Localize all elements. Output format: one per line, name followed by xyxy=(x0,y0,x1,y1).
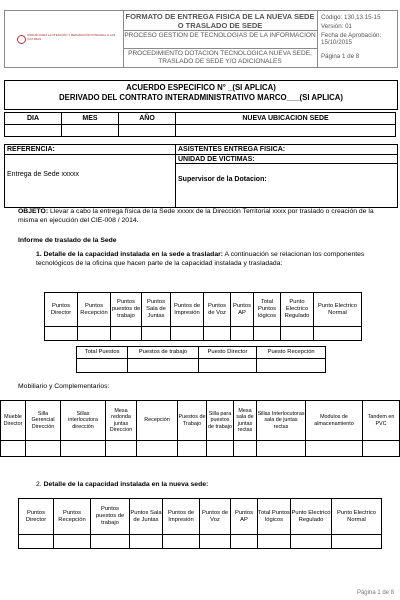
table-cell[interactable] xyxy=(137,441,178,457)
table-cell[interactable] xyxy=(257,359,326,373)
location-header: NUEVA UBICACION SEDE xyxy=(176,113,396,125)
table-cell[interactable] xyxy=(231,327,254,341)
totals-header: Total Puestos xyxy=(77,347,128,359)
furniture-header: Puestos de Trabajo xyxy=(178,401,207,441)
points-header: Puntos Sala de Juntas xyxy=(130,499,163,535)
table-cell[interactable] xyxy=(291,535,332,549)
points-header: Puntos Sala de Juntas xyxy=(142,293,171,327)
header-page-number: Página 1 de 8 xyxy=(321,53,360,60)
logo-cell xyxy=(5,11,124,67)
form-code: Código: 130,13.15-15 xyxy=(321,14,381,21)
victims-unit-label: UNIDAD DE VICTIMAS: xyxy=(178,156,255,163)
furniture-header: Mesa sala de juntas rectas xyxy=(234,401,257,441)
points-header: Puntos de Voz xyxy=(204,293,231,327)
furniture-header: Silla para puestos de trabajo xyxy=(207,401,234,441)
totals-header: Puestos de trabajo xyxy=(128,347,199,359)
page-footer: Página 1 de 8 xyxy=(356,590,394,596)
reference-label: REFERENCIA: xyxy=(7,146,55,153)
table-row xyxy=(19,535,382,549)
furniture-header: Sillas Interlocutoras sala de juntas rectas xyxy=(257,401,306,441)
objective-paragraph xyxy=(18,207,390,225)
agreement-line-1: ACUERDO ESPECIFICO N° _(SI APLICA) xyxy=(126,83,276,92)
year-header: AÑO xyxy=(119,113,176,125)
month-cell[interactable] xyxy=(62,125,119,137)
month-header: MES xyxy=(62,113,119,125)
document-header xyxy=(4,10,398,68)
table-cell[interactable] xyxy=(198,359,257,373)
table-cell[interactable] xyxy=(106,441,137,457)
points-header: Puntos AP xyxy=(231,499,258,535)
table-cell[interactable] xyxy=(314,327,362,341)
furniture-header: Sillas interlocutora dirección xyxy=(61,401,106,441)
points-table-current xyxy=(44,292,362,341)
points-header: Puntos Director xyxy=(19,499,54,535)
table-row xyxy=(77,359,326,373)
table-cell[interactable] xyxy=(78,327,111,341)
table-cell[interactable] xyxy=(363,441,400,457)
table-cell[interactable] xyxy=(130,535,163,549)
furniture-table xyxy=(0,400,400,457)
day-cell[interactable] xyxy=(5,125,62,137)
table-cell[interactable] xyxy=(178,441,207,457)
section-1-title: Detalle de la capacidad instalada en la sede a trasladar: xyxy=(43,251,224,258)
supervisor-label: Supervisor de la Dotacion: xyxy=(178,176,267,183)
attendees-label: ASISTENTES ENTREGA FISICA: xyxy=(178,146,286,153)
code-cell xyxy=(317,11,398,67)
furniture-header: Silla Gerencial Dirección xyxy=(26,401,61,441)
table-cell[interactable] xyxy=(77,359,128,373)
table-cell[interactable] xyxy=(111,327,142,341)
table-cell[interactable] xyxy=(54,535,91,549)
totals-header: Puesto Recepción xyxy=(257,347,326,359)
table-cell[interactable] xyxy=(257,441,306,457)
points-header: Puntos de Impresión xyxy=(163,499,200,535)
furniture-header: Mueble Director xyxy=(1,401,26,441)
table-cell[interactable] xyxy=(254,327,281,341)
location-cell[interactable] xyxy=(176,125,396,137)
process-name: PROCESO GESTION DE TECNOLOGIAS DE LA INFORMACION xyxy=(123,31,317,49)
date-location-table xyxy=(4,112,396,137)
section-2-paragraph xyxy=(36,480,208,489)
points-header: Puntos de Impresión xyxy=(171,293,204,327)
table-cell[interactable] xyxy=(332,535,382,549)
points-header: Puntos Director xyxy=(45,293,78,327)
points-header: Punto Electrico Normal xyxy=(332,499,382,535)
table-cell[interactable] xyxy=(171,327,204,341)
furniture-title: Mobiliario y Complementarios: xyxy=(18,383,110,390)
table-cell[interactable] xyxy=(281,327,314,341)
report-title: Informe de traslado de la Sede xyxy=(18,237,117,244)
table-cell[interactable] xyxy=(26,441,61,457)
section-1-paragraph xyxy=(36,250,390,268)
table-cell[interactable] xyxy=(204,327,231,341)
points-header: Punto Electrico Normal xyxy=(314,293,362,327)
section-2-number: 2. xyxy=(36,481,42,488)
points-header: Punto Electrico Regulado xyxy=(291,499,332,535)
table-cell[interactable] xyxy=(258,535,291,549)
objective-text: Llevar a cabo la entrega física de la Sede xxxxx de la Dirección Territorial xxxx por traslado o creación de la misma en ejecución del CIE-008 / 2014. xyxy=(18,208,374,224)
points-table-new xyxy=(18,498,382,549)
reference-value[interactable]: Entrega de Sede xxxxx xyxy=(7,171,79,178)
points-header: Total Puntos lógicos xyxy=(258,499,291,535)
points-header: Punto Electrico Regulado xyxy=(281,293,314,327)
furniture-header: Modulos de almacenamiento xyxy=(306,401,363,441)
table-cell[interactable] xyxy=(61,441,106,457)
points-header: Puntos Recepción xyxy=(78,293,111,327)
table-cell[interactable] xyxy=(91,535,130,549)
agreement-box xyxy=(4,80,398,110)
approval-date: Fecha de Aprobación: 15/10/2015 xyxy=(321,32,382,46)
reference-box xyxy=(4,144,398,208)
points-header: Total Puntos lógicos xyxy=(254,293,281,327)
table-cell[interactable] xyxy=(128,359,199,373)
reference-header-line xyxy=(5,154,397,155)
points-header: Puntos puestos de trabajo xyxy=(91,499,130,535)
points-header: Puntos de Voz xyxy=(200,499,231,535)
table-row xyxy=(45,327,362,341)
table-cell[interactable] xyxy=(207,441,234,457)
section-2-title: Detalle de la capacidad instalada en la nueva sede: xyxy=(43,481,209,488)
table-cell[interactable] xyxy=(19,535,54,549)
day-header: DIA xyxy=(5,113,62,125)
title-cell xyxy=(123,11,317,67)
table-cell[interactable] xyxy=(200,535,231,549)
table-cell[interactable] xyxy=(45,327,78,341)
furniture-header: Tandem en PVC xyxy=(363,401,400,441)
points-header: Puntos AP xyxy=(231,293,254,327)
logo-seal-icon xyxy=(17,35,26,44)
points-header: Puntos puestos de trabajo xyxy=(111,293,142,327)
logo-text: UNIDAD PARA LA ATENCIÓN Y REPARACIÓN INTEGRAL A LAS VÍCTIMAS xyxy=(27,33,116,41)
year-cell[interactable] xyxy=(119,125,176,137)
attendees-line xyxy=(175,163,397,164)
totals-table xyxy=(76,346,326,373)
section-1-text: A continuación se relacionan los componentes tecnológicos de la oficina que hacen parte de la capacidad instalada y trasladada: xyxy=(36,251,365,267)
table-cell[interactable] xyxy=(1,441,26,457)
objective-label: OBJETO: xyxy=(18,208,49,215)
form-version: Versión: 01 xyxy=(321,23,352,30)
section-1-number: 1. xyxy=(36,251,42,258)
table-cell[interactable] xyxy=(306,441,363,457)
totals-header: Puesto Director xyxy=(198,347,257,359)
points-header: Puntos Recepción xyxy=(54,499,91,535)
table-cell[interactable] xyxy=(231,535,258,549)
furniture-header: Recepción xyxy=(137,401,178,441)
procedure-name: PROCEDIMIENTO DOTACION TECNOLOGICA NUEVA SEDE, TRASLADO DE SEDE Y/O ADICIONALES xyxy=(128,50,312,65)
table-cell[interactable] xyxy=(142,327,171,341)
form-title: FORMATO DE ENTREGA FISICA DE LA NUEVA SEDE O TRASLADO DE SEDE xyxy=(123,11,317,31)
furniture-header: Mesa redonda juntas Direccion xyxy=(106,401,137,441)
table-cell[interactable] xyxy=(163,535,200,549)
table-row xyxy=(1,441,400,457)
agreement-line-2: DERIVADO DEL CONTRATO INTERADMINISTRATIVO MARCO___(SI APLICA) xyxy=(58,93,344,102)
table-cell[interactable] xyxy=(234,441,257,457)
